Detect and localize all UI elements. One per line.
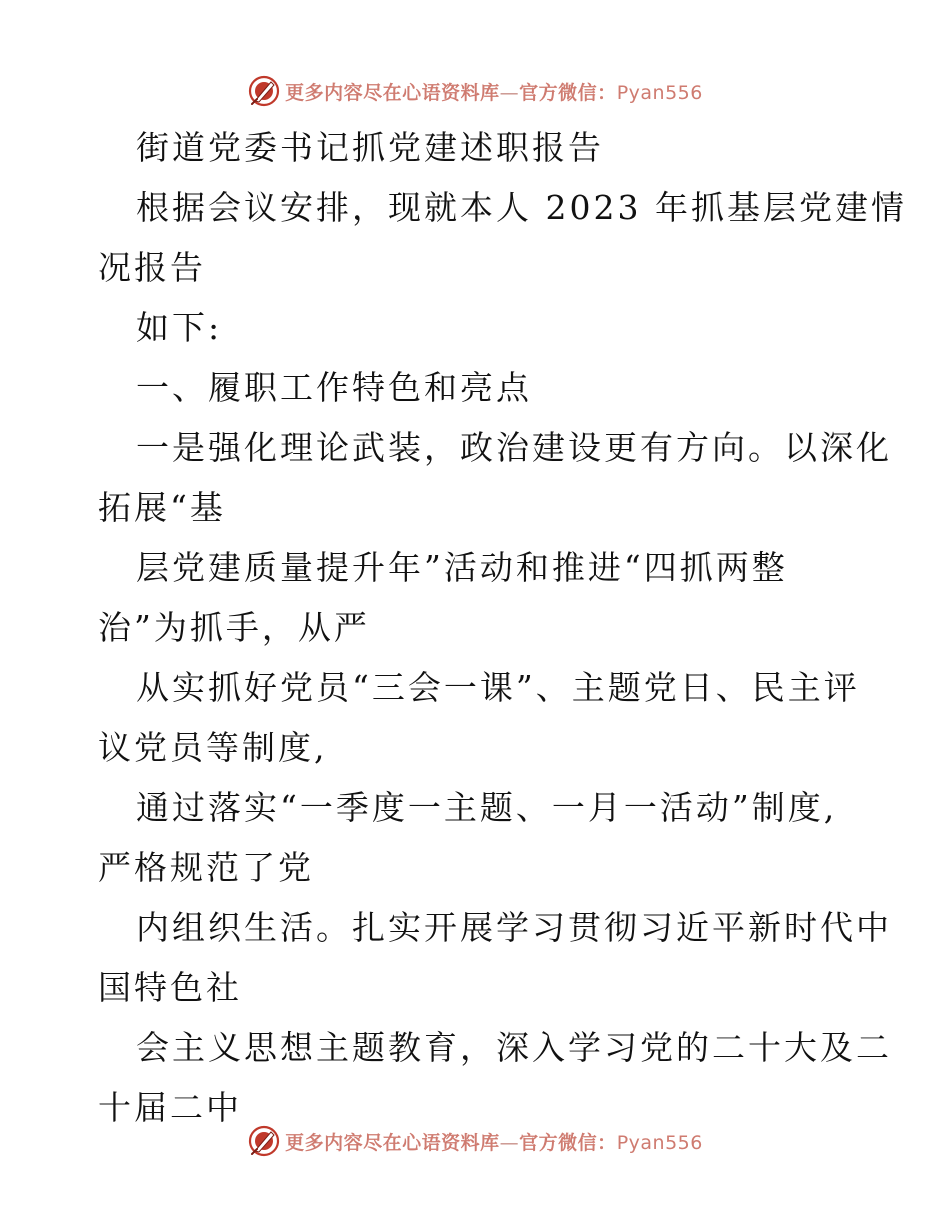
document-title: 街道党委书记抓党建述职报告 [136, 128, 604, 167]
banner-separator: — [499, 1131, 520, 1154]
paragraph-line: 会主义思想主题教育，深入学习党的二十大及二 [136, 1028, 892, 1067]
paragraph-line: 通过落实“一季度一主题、一月一活动”制度, [136, 788, 838, 827]
paragraph-line: 十届二中 [98, 1088, 242, 1127]
paragraph-line: 内组织生活。扎实开展学习贯彻习近平新时代中 [136, 908, 892, 947]
feather-quill-logo-icon [247, 1124, 281, 1158]
banner-contact-label: 官方微信： [519, 1131, 617, 1154]
footer-watermark-banner [0, 1121, 950, 1161]
paragraph-line: 严格规范了党 [98, 848, 314, 887]
banner-contact-label: 官方微信： [519, 81, 617, 104]
banner-site-name: 更多内容尽在心语资料库 [285, 1131, 500, 1154]
section-heading: 一、履职工作特色和亮点 [136, 368, 532, 407]
paragraph-line: 治”为抓手，从严 [98, 608, 370, 647]
header-watermark-banner [0, 71, 950, 111]
banner-contact-id: Pyan556 [616, 1131, 703, 1154]
paragraph-line: 层党建质量提升年”活动和推进“四抓两整 [136, 548, 788, 587]
paragraph-line: 根据会议安排，现就本人 2023 年抓基层党建情 [136, 188, 907, 227]
paragraph-line: 国特色社 [98, 968, 242, 1007]
banner-contact-id: Pyan556 [616, 81, 703, 104]
document-body [98, 118, 907, 1138]
paragraph-line: 如下: [136, 308, 223, 347]
paragraph-line: 从实抓好党员“三会一课”、主题党日、民主评 [136, 668, 860, 707]
banner-site-name: 更多内容尽在心语资料库 [285, 81, 500, 104]
paragraph-line: 议党员等制度, [98, 728, 328, 767]
paragraph-line: 一是强化理论武装，政治建设更有方向。以深化 [136, 428, 892, 467]
banner-separator: — [499, 81, 520, 104]
paragraph-line: 况报告 [98, 248, 206, 287]
feather-quill-logo-icon [247, 74, 281, 108]
paragraph-line: 拓展“基 [98, 488, 226, 527]
